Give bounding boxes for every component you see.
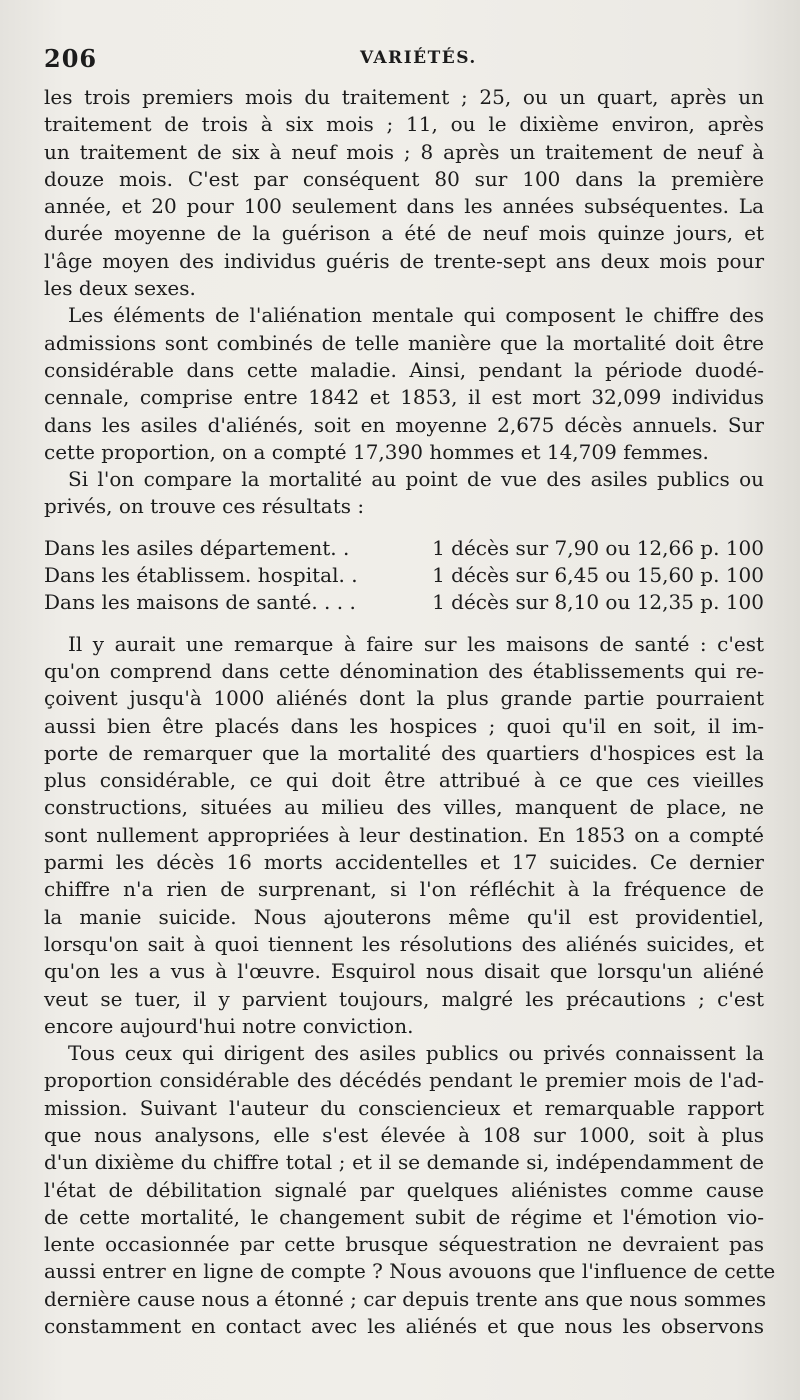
text-line: encore aujourd'hui notre conviction. [44,1013,414,1038]
text-line: dernière cause nous a étonné ; car depuis trente ans que nous sommes [44,1286,767,1311]
body-text [44,84,776,1340]
table-row-value: 1 décès sur 8,10 ou 12,35 p. 100 [432,590,764,615]
mortality-table [44,535,764,617]
text-line: mission. Suivant l'auteur du consciencieux et remarquable rapport [44,1095,764,1120]
text-line: veut se tuer, il y parvient toujours, malgré les précautions ; c'est [44,986,764,1011]
text-line: aussi bien être placés dans les hospices ; quoi qu'il en soit, il im- [44,713,764,738]
text-line: chiffre n'a rien de surprenant, si l'on réfléchit à la fréquence de [44,877,764,902]
text-line: douze mois. C'est par conséquent 80 sur 100 dans la première [44,166,764,191]
text-line: dans les asiles d'aliénés, soit en moyenne 2,675 décès annuels. Sur [44,412,764,437]
table-row [44,589,764,616]
text-line: que nous analysons, elle s'est élevée à 108 sur 1000, soit à plus [44,1122,764,1147]
text-line: aussi entrer en ligne de compte ? Nous avouons que l'influence de cette [44,1259,776,1284]
text-line: année, et 20 pour 100 seulement dans les années subséquentes. La [44,194,764,219]
spacer [44,617,764,631]
text-line: cennale, comprise entre 1842 et 1853, il est mort 32,099 individus [44,385,764,410]
running-head: VARIÉTÉS. [360,48,477,68]
text-line: les deux sexes. [44,276,196,301]
text-line: la manie suicide. Nous ajouterons même qu'il est providentiel, [44,904,764,929]
text-line: lente occasionnée par cette brusque séquestration ne devraient pas [44,1232,764,1257]
text-line: considérable dans cette maladie. Ainsi, pendant la période duodé- [44,357,764,382]
text-line: constructions, situées au milieu des villes, manquent de place, ne [44,795,764,820]
table-row [44,535,764,562]
table-row-value: 1 décès sur 6,45 ou 15,60 p. 100 [432,563,764,588]
text-line: parmi les décès 16 morts accidentelles et 17 suicides. Ce dernier [44,850,764,875]
text-line: porte de remarquer que la mortalité des quartiers d'hospices est la [44,740,764,765]
text-line: proportion considérable des décédés pendant le premier mois de l'ad- [44,1068,764,1093]
text-line: un traitement de six à neuf mois ; 8 après un traitement de neuf à [44,139,764,164]
text-line: l'état de débilitation signalé par quelques aliénistes comme cause [44,1177,764,1202]
text-line: lorsqu'on sait à quoi tiennent les résolutions des aliénés suicides, et [44,931,764,956]
text-line: çoivent jusqu'à 1000 aliénés dont la plus grande partie pourraient [44,686,764,711]
table-row [44,562,764,589]
table-row-value: 1 décès sur 7,90 ou 12,66 p. 100 [432,535,764,560]
text-line: cette proportion, on a compté 17,390 hommes et 14,709 femmes. [44,439,709,464]
paragraph-5 [44,1040,776,1340]
paragraph-1 [44,84,764,302]
text-line: de cette mortalité, le changement subit de régime et l'émotion vio- [44,1204,764,1229]
table-row-label: Dans les asiles département. . [44,535,350,560]
text-line: les trois premiers mois du traitement ; 25, ou un quart, après un [44,85,764,109]
paragraph-4 [44,631,764,1040]
text-line: Tous ceux qui dirigent des asiles publics ou privés connaissent la [68,1041,764,1066]
text-line: qu'on comprend dans cette dénomination des établissements qui re- [44,658,764,683]
table-row-label: Dans les maisons de santé. . . . [44,590,356,615]
text-line: constamment en contact avec les aliénés et que nous les observons [44,1314,764,1339]
text-line: Il y aurait une remarque à faire sur les maisons de santé : c'est [68,631,764,656]
text-line: d'un dixième du chiffre total ; et il se demande si, indépendamment de [44,1150,764,1175]
text-line: Si l'on compare la mortalité au point de vue des asiles publics ou [68,467,764,492]
table-row-label: Dans les établissem. hospital. . [44,563,358,588]
text-line: sont nullement appropriées à leur destination. En 1853 on a compté [44,822,764,847]
spacer [44,521,764,535]
text-line: plus considérable, ce qui doit être attribué à ce que ces vieilles [44,768,764,793]
text-line: admissions sont combinés de telle manière que la mortalité doit être [44,330,764,355]
text-line: l'âge moyen des individus guéris de trente-sept ans deux mois pour [44,248,764,273]
page-number: 206 [44,44,98,73]
paragraph-3 [44,466,764,521]
text-line: traitement de trois à six mois ; 11, ou le dixième environ, après [44,112,764,137]
paragraph-2 [44,302,764,466]
text-line: privés, on trouve ces résultats : [44,494,365,519]
page-header [40,40,760,74]
text-line: qu'on les a vus à l'œuvre. Esquirol nous disait que lorsqu'un aliéné [44,959,764,984]
text-line: durée moyenne de la guérison a été de neuf mois quinze jours, et [44,221,764,246]
text-line: Les éléments de l'aliénation mentale qui composent le chiffre des [68,303,764,328]
